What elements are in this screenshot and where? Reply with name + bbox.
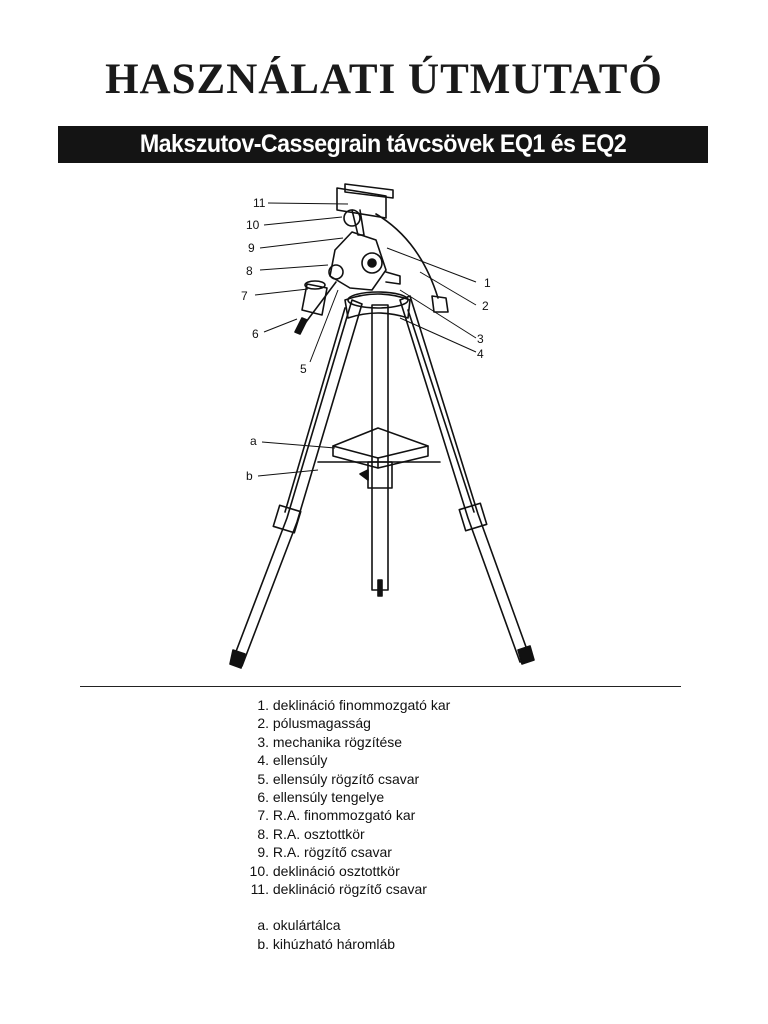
section-divider [80, 686, 681, 687]
callout-labels [241, 196, 491, 483]
legend-item: 1. deklináció finommozgató kar [257, 697, 451, 713]
tripod-left-leg [230, 300, 362, 668]
legend-item: 5. ellensúly rögzítő csavar [257, 770, 420, 787]
equatorial-mount [329, 232, 400, 290]
callout-4: 4 [477, 347, 484, 361]
legend-item: 6. ellensúly tengelye [257, 788, 385, 805]
declination-head [337, 184, 393, 235]
callout-7: 7 [241, 289, 248, 303]
callout-11: 11 [253, 196, 266, 210]
callout-6: 6 [252, 327, 259, 341]
callout-3: 3 [477, 332, 484, 346]
page-subtitle: Makszutov-Cassegrain távcsövek EQ1 és EQ2 mechanikán [139, 130, 627, 195]
legend-item: 2. pólusmagasság [257, 715, 371, 732]
legend-item: 10. deklináció osztottkör [249, 862, 400, 879]
tripod-center-leg [360, 305, 392, 596]
page-title: HASZNÁLATI ÚTMUTATÓ [105, 56, 663, 103]
counterweight-assembly [295, 281, 336, 334]
callout-1: 1 [484, 276, 491, 290]
legend-item: 4. ellensúly [257, 752, 328, 769]
legend-item: 7. R.A. finommozgató kar [257, 807, 416, 824]
callout-2: 2 [482, 299, 489, 313]
callout-9: 9 [248, 241, 255, 255]
accessory-tray [318, 428, 440, 468]
callout-5: 5 [300, 362, 307, 376]
legend-item: 9. R.A. rögzítő csavar [257, 844, 392, 861]
callout-a: a [250, 434, 257, 448]
legend-item: b. kihúzható háromláb [257, 935, 396, 952]
tripod-right-leg [400, 296, 534, 664]
callout-8: 8 [246, 264, 253, 278]
legend-item: a. okulártálca [257, 917, 341, 934]
legend-item: 11. deklináció rögzítő csavar [250, 880, 427, 897]
callout-b: b [246, 469, 253, 483]
parts-legend [236, 696, 450, 953]
legend-item: 8. R.A. osztottkör [257, 825, 365, 842]
legend-item: 3. mechanika rögzítése [257, 733, 403, 750]
callout-10: 10 [246, 218, 260, 232]
